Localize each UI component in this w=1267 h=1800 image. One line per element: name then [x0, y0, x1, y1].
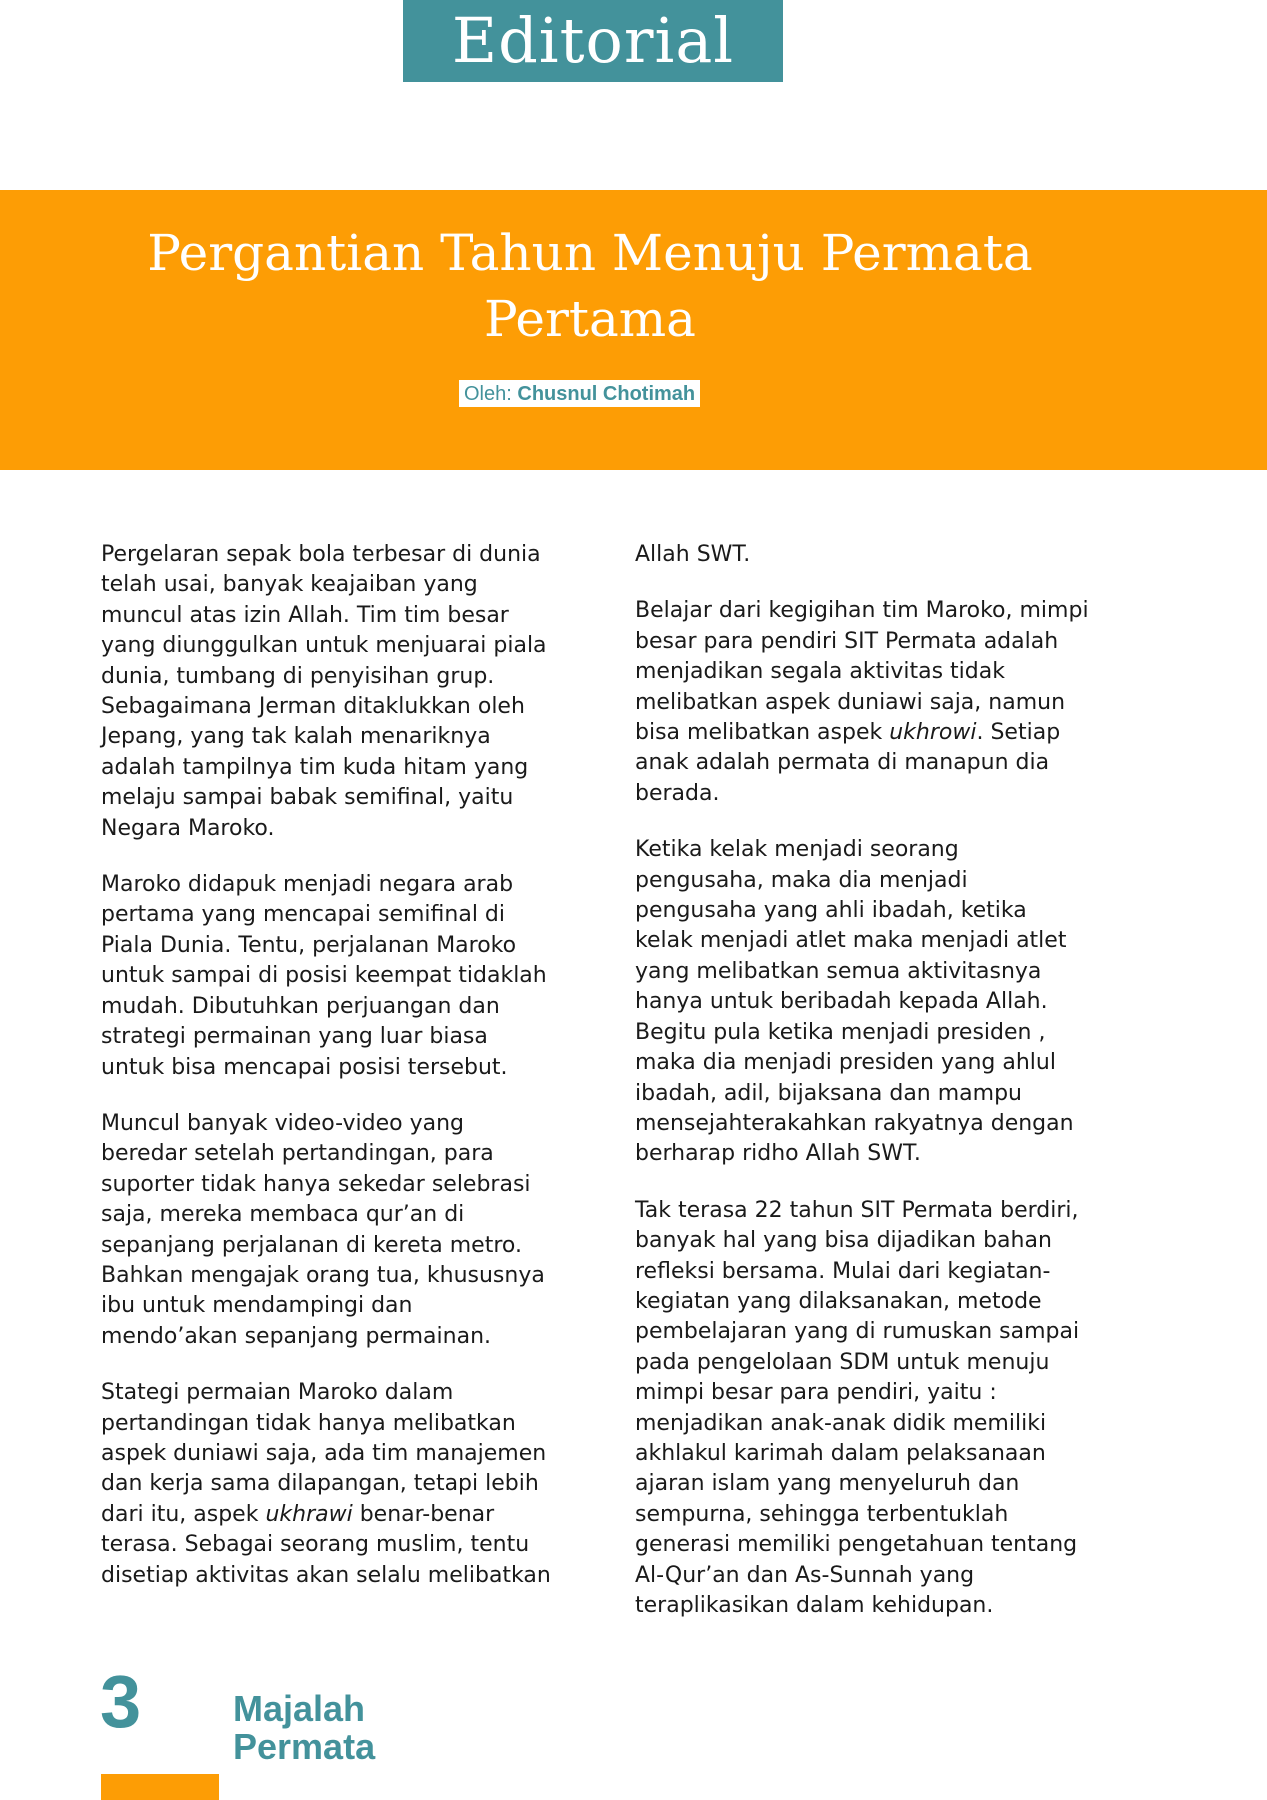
paragraph: Muncul banyak video-video yang beredar setelah pertandingan, para suporter tidak hanya sekedar selebrasi saja, mereka membaca qur’an di sepanjang perjalanan di kereta metro. Bahkan mengajak orang tua, khususnya ibu untuk mendampingi dan mendo’akan sepanjang permainan. [101, 1110, 545, 1349]
byline-prefix: Oleh: [464, 383, 512, 405]
page-number: 3 [100, 1660, 142, 1743]
paragraph: Ketika kelak menjadi seorang pengusaha, maka dia menjadi pengusaha yang ahli ibadah, ketika kelak menjadi atlet maka menjadi atlet yang melibatkan semua aktivitasnya hanya untuk beribadah kepada Allah. Begitu pula ketika menjadi presiden , maka dia menjadi presiden yang ahlul ibadah, adil, bijaksana dan mampu mensejahterakahkan rakyatnya dengan berharap ridho Allah SWT. [635, 837, 1074, 1167]
paragraph: Allah SWT. [635, 542, 751, 567]
article-column-right [635, 540, 1090, 1647]
byline [459, 380, 700, 407]
paragraph: Maroko didapuk menjadi negara arab pertama yang mencapai semifinal di Piala Dunia. Tentu, perjalanan Maroko untuk sampai di posisi keempat tidaklah mudah. Dibutuhkan perjuangan dan strategi permainan yang luar biasa untuk bisa mencapai posisi tersebut. [101, 872, 547, 1080]
title-banner [0, 190, 1267, 470]
paragraph-text: Stategi permaian Maroko dalam pertandingan tidak hanya melibatkan aspek duniawi saja, ada tim manajemen dan kerja sama dilapangan, tetapi lebih dari itu, aspek [101, 1380, 547, 1527]
magazine-name [233, 1690, 375, 1766]
article-column-left [101, 540, 556, 1617]
footer-accent-bar [101, 1774, 219, 1800]
article-title [90, 220, 1090, 352]
paragraph-text: benar-benar terasa. Sebagai seorang muslim, tentu disetiap aktivitas akan selalu melibatkan [101, 1501, 551, 1588]
paragraph [635, 596, 1090, 809]
paragraph: Pergelaran sepak bola terbesar di dunia telah usai, banyak keajaiban yang muncul atas izin Allah. Tim tim besar yang diunggulkan untuk menjuarai piala dunia, tumbang di penyisihan grup. Sebagaimana Jerman ditaklukkan oleh Jepang, yang tak kalah menariknya adalah tampilnya tim kuda hitam yang melaju sampai babak semifinal, yaitu Negara Maroko. [101, 542, 547, 841]
magazine-name-line-1: Majalah [233, 1688, 366, 1729]
article-title-line-1: Pergantian Tahun Menuju Permata [147, 224, 1033, 282]
article-title-line-2: Pertama [483, 290, 696, 348]
paragraph [101, 1378, 556, 1591]
paragraph-text: Belajar dari kegigihan tim Maroko, mimpi besar para pendiri SIT Permata adalah menjadikan segala aktivitas tidak melibatkan aspek duniawi saja, namun bisa melibatkan aspek [635, 598, 1089, 746]
author-name: Chusnul Chotimah [517, 383, 696, 405]
italic-term: ukhrowi [889, 720, 977, 746]
paragraph-text: . Setiap anak adalah permata di manapun dia berada. [635, 720, 1061, 806]
magazine-name-line-2: Permata [233, 1726, 376, 1767]
paragraph: Tak terasa 22 tahun SIT Permata berdiri, banyak hal yang bisa dijadikan bahan refleksi bersama. Mulai dari kegiatan-kegiatan yang dilaksanakan, metode pembelajaran yang di rumuskan sampai pada pengelolaan SDM untuk menuju mimpi besar para pendiri, yaitu : menjadikan anak-anak didik memiliki akhlakul karimah dalam pelaksanaan ajaran islam yang menyeluruh dan sempurna, sehingga terbentuklah generasi memiliki pengetahuan tentang Al-Qur’an dan As-Sunnah yang teraplikasikan dalam kehidupan. [635, 1197, 1080, 1618]
section-label: Editorial [403, 0, 783, 82]
italic-term: ukhrawi [265, 1501, 353, 1527]
